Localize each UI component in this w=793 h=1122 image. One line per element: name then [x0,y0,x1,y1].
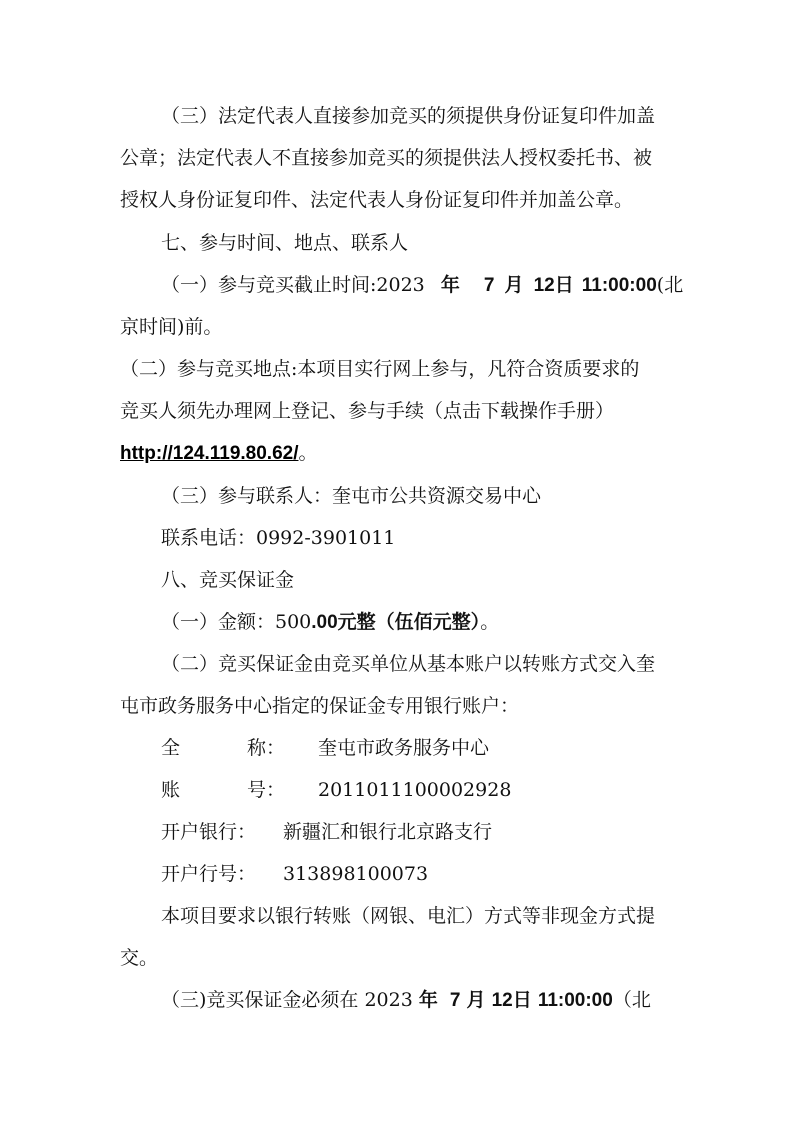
deposit-deadline-prefix: （三)竞买保证金必须在 2023 [161,989,413,1011]
amount-suffix: 。 [480,611,500,633]
paragraph-line: （二）参与竞买地点:本项目实行网上参与，凡符合资质要求的 [120,358,640,380]
paragraph-line: 本项目要求以银行转账（网银、电汇）方式等非现金方式提 [161,905,656,927]
deposit-deadline-month: 7 [449,990,461,1011]
section-heading: 八、竞买保证金 [161,569,295,591]
contact-line: （三）参与联系人：奎屯市公共资源交易中心 [161,485,542,507]
bank-code-value: 313898100073 [283,863,429,885]
deadline-time: 11:00:00 [581,275,657,296]
account-name-value: 奎屯市政务服务中心 [318,737,490,759]
deadline-month-char: 月 [504,275,524,296]
deposit-deadline-line [161,988,651,1013]
account-number-label-2: 号： [247,779,286,801]
paragraph-line: （二）竞买保证金由竞买单位从基本账户以转账方式交入奎 [161,653,656,675]
deadline-prefix: （一）参与竞买截止时间:2023 [161,274,425,296]
account-name-label-1: 全 [161,737,181,759]
deadline-suffix: (北 [656,274,684,296]
deposit-deadline-day-char: 日 [512,990,532,1011]
manual-download-link[interactable]: http://124.119.80.62/ [120,443,299,464]
paragraph-line: 京时间)前。 [120,316,223,338]
account-number-value: 2011011100002928 [318,779,512,801]
paragraph-line: 交。 [120,947,159,969]
deposit-deadline-year-char: 年 [418,990,438,1011]
deadline-month: 7 [483,275,495,296]
deadline-day: 12 [533,275,555,296]
account-number-label-1: 账 [161,779,181,801]
deadline-year-char: 年 [440,275,460,296]
paragraph-line: （三）法定代表人直接参加竞买的须提供身份证复印件加盖 [161,105,656,127]
bank-label: 开户银行： [161,821,257,843]
url-line [120,441,318,466]
deadline-line [161,273,683,298]
deposit-deadline-month-char: 月 [466,990,486,1011]
url-suffix: 。 [298,442,318,464]
deposit-deadline-suffix: （北 [612,989,651,1011]
paragraph-line: 公章；法定代表人不直接参加竞买的须提供法人授权委托书、被 [120,147,653,169]
paragraph-line: 授权人身份证复印件、法定代表人身份证复印件并加盖公章。 [120,189,634,211]
bank-value: 新疆汇和银行北京路支行 [283,821,493,843]
contact-phone: 联系电话：0992-3901011 [161,527,396,549]
account-name-label-2: 称： [247,737,286,759]
deposit-deadline-time: 11:00:00 [537,990,613,1011]
deposit-deadline-day: 12 [491,990,513,1011]
deadline-day-char: 日 [554,275,574,296]
section-heading: 七、参与时间、地点、联系人 [161,232,409,254]
amount-prefix: （一）金额：500 [161,611,312,633]
paragraph-line: 屯市政务服务中心指定的保证金专用银行账户： [120,695,520,717]
paragraph-line: 竞买人须先办理网上登记、参与手续（点击下载操作手册） [120,400,615,422]
bank-code-label: 开户行号： [161,863,257,885]
amount-bold: .00元整（伍佰元整） [311,612,481,633]
amount-line [161,610,499,635]
